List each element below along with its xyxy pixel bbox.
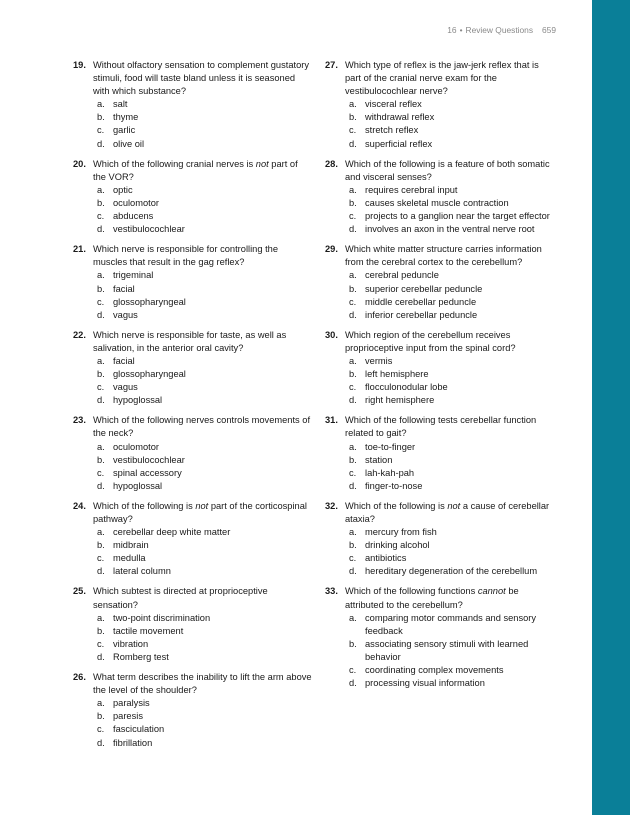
option-label: c. bbox=[349, 665, 357, 676]
option-text: projects to a ganglion near the target effector bbox=[365, 211, 550, 222]
option-label: a. bbox=[349, 355, 357, 366]
answer-options bbox=[349, 98, 555, 150]
question-text-segment: Which subtest is directed at proprioceptive sensation? bbox=[93, 586, 268, 610]
option-text: midbrain bbox=[113, 540, 149, 551]
question-item bbox=[73, 59, 313, 151]
answer-options bbox=[349, 355, 555, 407]
answer-option bbox=[97, 381, 313, 394]
option-text: abducens bbox=[113, 211, 154, 222]
question-text-segment: Which nerve is responsible for controlling the muscles that result in the gag reflex? bbox=[93, 244, 278, 268]
option-label: d. bbox=[97, 224, 105, 235]
option-text: right hemisphere bbox=[365, 395, 435, 406]
option-text: stretch reflex bbox=[365, 125, 419, 136]
question-stem bbox=[73, 158, 313, 184]
section-title: Review Questions bbox=[465, 25, 534, 35]
answer-option bbox=[349, 283, 555, 296]
answer-option bbox=[97, 441, 313, 454]
option-text: processing visual information bbox=[365, 678, 485, 689]
running-header bbox=[447, 25, 556, 35]
option-label: d. bbox=[349, 566, 357, 577]
question-item bbox=[325, 243, 555, 322]
option-label: a. bbox=[97, 355, 105, 366]
answer-option bbox=[349, 98, 555, 111]
emphasis-text: not bbox=[255, 158, 269, 169]
answer-option bbox=[349, 565, 555, 578]
answer-option bbox=[349, 309, 555, 322]
option-label: d. bbox=[97, 566, 105, 577]
question-item bbox=[73, 585, 313, 664]
answer-option bbox=[349, 381, 555, 394]
option-text: two-point discrimination bbox=[113, 612, 211, 623]
answer-option bbox=[97, 98, 313, 111]
question-stem bbox=[325, 585, 555, 611]
option-text: thyme bbox=[113, 112, 139, 123]
answer-options bbox=[97, 441, 313, 493]
option-label: d. bbox=[349, 309, 357, 320]
question-item bbox=[325, 414, 555, 493]
emphasis-text: not bbox=[195, 500, 209, 511]
question-number: 29. bbox=[325, 244, 338, 255]
option-text: lah-kah-pah bbox=[365, 467, 415, 478]
answer-option bbox=[97, 638, 313, 651]
answer-option bbox=[349, 638, 555, 664]
option-text: medulla bbox=[113, 553, 146, 564]
answer-option bbox=[349, 184, 555, 197]
question-text bbox=[345, 158, 555, 184]
answer-option bbox=[349, 467, 555, 480]
answer-option bbox=[97, 283, 313, 296]
question-text bbox=[345, 329, 555, 355]
option-text: vibration bbox=[113, 638, 149, 649]
option-label: b. bbox=[97, 454, 105, 465]
answer-option bbox=[349, 111, 555, 124]
option-text: glossopharyngeal bbox=[113, 296, 186, 307]
question-text bbox=[345, 243, 555, 269]
answer-option bbox=[349, 269, 555, 282]
question-item bbox=[325, 59, 555, 151]
option-text: left hemisphere bbox=[365, 369, 429, 380]
question-stem bbox=[73, 585, 313, 611]
answer-options bbox=[349, 441, 555, 493]
option-label: b. bbox=[97, 197, 105, 208]
question-stem bbox=[73, 414, 313, 440]
question-item bbox=[325, 500, 555, 579]
question-text bbox=[93, 329, 313, 355]
answer-option bbox=[97, 197, 313, 210]
option-text: superficial reflex bbox=[365, 138, 433, 149]
answer-options bbox=[97, 269, 313, 321]
question-text bbox=[93, 414, 313, 440]
option-label: a. bbox=[97, 270, 105, 281]
question-stem bbox=[73, 500, 313, 526]
option-text: toe-to-finger bbox=[365, 441, 416, 452]
answer-options bbox=[349, 612, 555, 691]
answer-option bbox=[97, 539, 313, 552]
option-label: d. bbox=[97, 309, 105, 320]
option-text: fibrillation bbox=[113, 737, 153, 748]
left-column bbox=[73, 59, 313, 757]
option-label: c. bbox=[97, 211, 105, 222]
question-number: 33. bbox=[325, 586, 338, 597]
option-label: b. bbox=[349, 283, 357, 294]
answer-option bbox=[97, 124, 313, 137]
option-text: paresis bbox=[113, 711, 143, 722]
question-text-segment: Which nerve is responsible for taste, as well as salivation, in the anterior oral cavity? bbox=[93, 329, 287, 353]
option-label: d. bbox=[349, 138, 357, 149]
answer-option bbox=[97, 184, 313, 197]
question-text-segment: What term describes the inability to lift the arm above the level of the shoulder? bbox=[93, 672, 312, 696]
page-number: 659 bbox=[542, 25, 556, 35]
question-stem bbox=[73, 329, 313, 355]
option-text: spinal accessory bbox=[113, 467, 182, 478]
question-text bbox=[93, 671, 313, 697]
answer-option bbox=[97, 309, 313, 322]
answer-options bbox=[97, 612, 313, 664]
option-text: causes skeletal muscle contraction bbox=[365, 197, 509, 208]
answer-option bbox=[97, 454, 313, 467]
question-text bbox=[93, 500, 313, 526]
option-label: c. bbox=[349, 211, 357, 222]
answer-option bbox=[349, 552, 555, 565]
question-text-segment: part of the corticospinal pathway? bbox=[93, 500, 307, 524]
answer-option bbox=[349, 296, 555, 309]
option-label: d. bbox=[349, 395, 357, 406]
option-label: a. bbox=[349, 99, 357, 110]
option-text: hereditary degeneration of the cerebellum bbox=[365, 566, 538, 577]
option-text: salt bbox=[113, 99, 128, 110]
question-number: 32. bbox=[325, 500, 338, 511]
option-label: b. bbox=[97, 711, 105, 722]
question-number: 28. bbox=[325, 158, 338, 169]
option-label: c. bbox=[97, 553, 105, 564]
question-stem bbox=[325, 243, 555, 269]
answer-option bbox=[349, 612, 555, 638]
answer-option bbox=[349, 223, 555, 236]
answer-option bbox=[349, 539, 555, 552]
option-text: olive oil bbox=[113, 138, 145, 149]
answer-option bbox=[97, 269, 313, 282]
option-text: lateral column bbox=[113, 566, 171, 577]
option-label: d. bbox=[349, 678, 357, 689]
answer-option bbox=[349, 210, 555, 223]
question-text-segment: a cause of cerebellar ataxia? bbox=[345, 500, 550, 524]
emphasis-text: not bbox=[447, 500, 461, 511]
question-item bbox=[325, 329, 555, 408]
option-label: a. bbox=[349, 184, 357, 195]
option-text: paralysis bbox=[113, 698, 150, 709]
question-text bbox=[93, 585, 313, 611]
question-text-segment: Which of the following is bbox=[345, 500, 448, 511]
option-label: c. bbox=[97, 638, 105, 649]
question-text bbox=[345, 585, 555, 611]
option-label: d. bbox=[97, 480, 105, 491]
answer-option bbox=[97, 296, 313, 309]
option-label: d. bbox=[97, 651, 105, 662]
option-label: a. bbox=[97, 527, 105, 538]
question-text-segment: be attributed to the cerebellum? bbox=[345, 586, 519, 610]
option-label: d. bbox=[349, 224, 357, 235]
option-label: b. bbox=[97, 625, 105, 636]
answer-option bbox=[97, 737, 313, 750]
option-text: oculomotor bbox=[113, 197, 159, 208]
option-label: a. bbox=[97, 441, 105, 452]
option-text: visceral reflex bbox=[365, 99, 422, 110]
answer-option bbox=[97, 565, 313, 578]
answer-option bbox=[97, 612, 313, 625]
option-text: inferior cerebellar peduncle bbox=[365, 309, 478, 320]
question-item bbox=[73, 671, 313, 750]
answer-option bbox=[349, 197, 555, 210]
option-text: cerebral peduncle bbox=[365, 270, 439, 281]
option-label: a. bbox=[97, 698, 105, 709]
answer-options bbox=[349, 184, 555, 236]
question-number: 30. bbox=[325, 329, 338, 340]
option-label: b. bbox=[349, 540, 357, 551]
question-text bbox=[93, 59, 313, 98]
option-label: a. bbox=[97, 184, 105, 195]
question-text-segment: Which of the following tests cerebellar function related to gait? bbox=[345, 415, 537, 439]
option-label: c. bbox=[97, 724, 105, 735]
option-text: cerebellar deep white matter bbox=[113, 527, 231, 538]
option-text: vestibulocochlear bbox=[113, 224, 185, 235]
option-text: vagus bbox=[113, 309, 138, 320]
question-number: 26. bbox=[73, 672, 86, 683]
chapter-color-bar bbox=[592, 0, 630, 815]
answer-option bbox=[349, 677, 555, 690]
option-label: a. bbox=[97, 99, 105, 110]
answer-options bbox=[97, 526, 313, 578]
option-label: b. bbox=[349, 112, 357, 123]
option-text: hypoglossal bbox=[113, 395, 163, 406]
question-text-segment: Which of the following is bbox=[93, 500, 196, 511]
option-label: c. bbox=[349, 467, 357, 478]
question-text-segment: Which of the following is a feature of both somatic and visceral senses? bbox=[345, 158, 550, 182]
option-text: vermis bbox=[365, 355, 393, 366]
emphasis-text: cannot bbox=[477, 586, 506, 597]
question-stem bbox=[325, 414, 555, 440]
option-label: c. bbox=[97, 296, 105, 307]
question-stem bbox=[325, 59, 555, 98]
answer-option bbox=[349, 454, 555, 467]
option-label: b. bbox=[349, 638, 357, 649]
question-number: 22. bbox=[73, 329, 86, 340]
option-label: b. bbox=[349, 197, 357, 208]
option-label: c. bbox=[97, 467, 105, 478]
question-text bbox=[93, 158, 313, 184]
question-number: 25. bbox=[73, 586, 86, 597]
answer-option bbox=[97, 467, 313, 480]
question-number: 19. bbox=[73, 60, 86, 70]
question-item bbox=[73, 158, 313, 237]
option-text: facial bbox=[113, 355, 135, 366]
answer-option bbox=[349, 441, 555, 454]
answer-option bbox=[349, 124, 555, 137]
option-text: hypoglossal bbox=[113, 480, 163, 491]
question-number: 23. bbox=[73, 415, 86, 426]
question-text-segment: Which white matter structure carries information from the cerebral cortex to the cerebellum? bbox=[345, 244, 542, 268]
answer-option bbox=[349, 138, 555, 151]
answer-option bbox=[97, 355, 313, 368]
option-text: trigeminal bbox=[113, 270, 154, 281]
answer-option bbox=[349, 394, 555, 407]
option-label: b. bbox=[349, 369, 357, 380]
answer-option bbox=[97, 223, 313, 236]
answer-option bbox=[97, 111, 313, 124]
header-separator: • bbox=[459, 25, 463, 35]
option-text: superior cerebellar peduncle bbox=[365, 283, 483, 294]
question-item bbox=[73, 243, 313, 322]
option-text: oculomotor bbox=[113, 441, 159, 452]
question-number: 24. bbox=[73, 500, 86, 511]
option-text: flocculonodular lobe bbox=[365, 382, 448, 393]
answer-option bbox=[97, 480, 313, 493]
answer-option bbox=[97, 394, 313, 407]
answer-option bbox=[97, 138, 313, 151]
question-stem bbox=[325, 158, 555, 184]
answer-option bbox=[97, 526, 313, 539]
answer-option bbox=[349, 664, 555, 677]
option-label: b. bbox=[97, 283, 105, 294]
question-text bbox=[93, 243, 313, 269]
option-label: b. bbox=[349, 454, 357, 465]
option-text: station bbox=[365, 454, 393, 465]
option-label: c. bbox=[97, 382, 105, 393]
answer-option bbox=[97, 210, 313, 223]
question-number: 20. bbox=[73, 158, 86, 169]
option-label: b. bbox=[97, 112, 105, 123]
question-number: 31. bbox=[325, 415, 338, 426]
question-item bbox=[73, 500, 313, 579]
option-label: a. bbox=[349, 612, 357, 623]
answer-option bbox=[349, 368, 555, 381]
option-text: Romberg test bbox=[113, 651, 169, 662]
question-text-segment: part of the VOR? bbox=[93, 158, 298, 182]
option-label: b. bbox=[97, 540, 105, 551]
option-text: antibiotics bbox=[365, 553, 407, 564]
option-text: involves an axon in the ventral nerve root bbox=[365, 224, 535, 235]
option-text: middle cerebellar peduncle bbox=[365, 296, 477, 307]
answer-option bbox=[97, 697, 313, 710]
option-text: withdrawal reflex bbox=[365, 112, 435, 123]
option-text: comparing motor commands and sensory feedback bbox=[365, 612, 537, 636]
answer-options bbox=[97, 355, 313, 407]
option-label: b. bbox=[97, 369, 105, 380]
option-text: mercury from fish bbox=[365, 527, 437, 538]
answer-options bbox=[97, 184, 313, 236]
option-text: coordinating complex movements bbox=[365, 665, 504, 676]
option-label: c. bbox=[349, 296, 357, 307]
option-text: vagus bbox=[113, 382, 138, 393]
option-text: fasciculation bbox=[113, 724, 165, 735]
option-label: d. bbox=[97, 138, 105, 149]
question-stem bbox=[73, 243, 313, 269]
chapter-number: 16 bbox=[447, 25, 457, 35]
option-text: facial bbox=[113, 283, 135, 294]
answer-option bbox=[97, 710, 313, 723]
question-number: 21. bbox=[73, 244, 86, 255]
question-text-segment: Which type of reflex is the jaw-jerk reflex that is part of the cranial nerve exam for the vestibulocochlear nerve? bbox=[345, 60, 539, 97]
question-stem bbox=[325, 329, 555, 355]
question-text bbox=[345, 59, 555, 98]
option-label: d. bbox=[97, 395, 105, 406]
answer-option bbox=[97, 552, 313, 565]
question-text bbox=[345, 500, 555, 526]
option-label: c. bbox=[349, 382, 357, 393]
option-text: requires cerebral input bbox=[365, 184, 458, 195]
option-label: c. bbox=[349, 553, 357, 564]
answer-options bbox=[349, 269, 555, 321]
option-label: a. bbox=[349, 441, 357, 452]
answer-option bbox=[349, 526, 555, 539]
question-item bbox=[73, 414, 313, 493]
question-text-segment: Which of the following cranial nerves is bbox=[93, 158, 256, 169]
option-label: a. bbox=[349, 270, 357, 281]
option-text: vestibulocochlear bbox=[113, 454, 185, 465]
answer-option bbox=[349, 480, 555, 493]
option-text: garlic bbox=[113, 125, 136, 136]
question-item bbox=[325, 158, 555, 237]
question-text-segment: Which region of the cerebellum receives proprioceptive input from the spinal cord? bbox=[345, 329, 516, 353]
option-text: tactile movement bbox=[113, 625, 184, 636]
option-text: glossopharyngeal bbox=[113, 369, 186, 380]
question-text-segment: Which of the following nerves controls movements of the neck? bbox=[93, 415, 311, 439]
option-text: optic bbox=[113, 184, 133, 195]
answer-option bbox=[97, 723, 313, 736]
answer-options bbox=[97, 697, 313, 749]
question-text-segment: Without olfactory sensation to complement gustatory stimuli, food will taste bland unless it is seasoned with which substance? bbox=[93, 60, 309, 97]
answer-option bbox=[97, 625, 313, 638]
question-number: 27. bbox=[325, 60, 338, 70]
answer-option bbox=[97, 651, 313, 664]
question-item bbox=[325, 585, 555, 690]
answer-options bbox=[349, 526, 555, 578]
option-label: a. bbox=[349, 527, 357, 538]
question-stem bbox=[73, 59, 313, 98]
question-text bbox=[345, 414, 555, 440]
answer-options bbox=[97, 98, 313, 150]
question-item bbox=[73, 329, 313, 408]
right-column bbox=[325, 59, 555, 697]
answer-option bbox=[349, 355, 555, 368]
option-label: d. bbox=[349, 480, 357, 491]
option-label: c. bbox=[97, 125, 105, 136]
answer-option bbox=[97, 368, 313, 381]
option-label: d. bbox=[97, 737, 105, 748]
question-stem bbox=[73, 671, 313, 697]
question-text-segment: Which of the following functions bbox=[345, 586, 478, 597]
option-text: drinking alcohol bbox=[365, 540, 430, 551]
option-label: c. bbox=[349, 125, 357, 136]
question-stem bbox=[325, 500, 555, 526]
option-text: finger-to-nose bbox=[365, 480, 423, 491]
option-text: associating sensory stimuli with learned behavior bbox=[365, 638, 529, 662]
option-label: a. bbox=[97, 612, 105, 623]
